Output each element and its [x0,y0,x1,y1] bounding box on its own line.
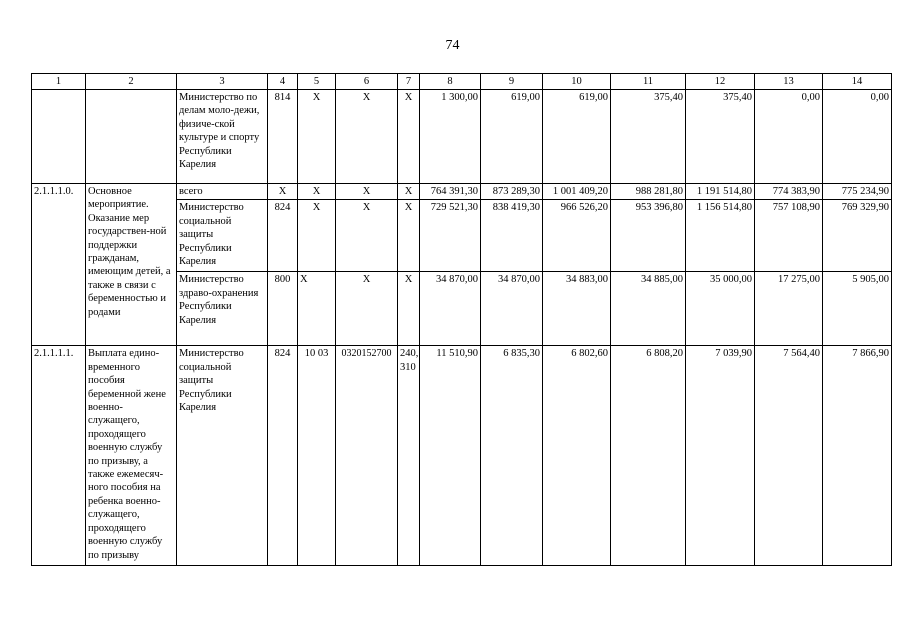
cell-value: 757 108,90 [755,200,823,272]
cell-value: 1 001 409,20 [543,184,611,200]
cell-value: 34 885,00 [611,272,686,346]
cell-number [32,90,86,184]
cell-value: 619,00 [481,90,543,184]
header-cell: 14 [823,74,892,90]
header-cell: 13 [755,74,823,90]
cell-value: 774 383,90 [755,184,823,200]
cell-value: 6 835,30 [481,346,543,566]
cell-value: 729 521,30 [420,200,481,272]
cell-value: 34 870,00 [420,272,481,346]
cell-value: 769 329,90 [823,200,892,272]
cell-value: 0,00 [823,90,892,184]
cell-grbs: 814 [268,90,298,184]
cell-value: 11 510,90 [420,346,481,566]
cell-organization: Министерство социальной защиты Республики Карелия [177,200,268,272]
cell-name: Основное мероприятие. Оказание мер государствен-ной поддержки гражданам, имеющим детей, а также в связи с беременностью и родами [86,184,177,346]
cell-number: 2.1.1.1.0. [32,184,86,346]
cell-value: 35 000,00 [686,272,755,346]
header-cell: 12 [686,74,755,90]
cell-value: 34 870,00 [481,272,543,346]
cell-organization: Министерство по делам моло-дежи, физиче-ской культуре и спорту Республики Карелия [177,90,268,184]
cell-grbs: 800 [268,272,298,346]
cell-value: 7 564,40 [755,346,823,566]
header-cell: 5 [298,74,336,90]
cell-csr: Х [336,272,398,346]
cell-value: 873 289,30 [481,184,543,200]
cell-name [86,90,177,184]
cell-value: 775 234,90 [823,184,892,200]
cell-value: 1 191 514,80 [686,184,755,200]
table-row [32,90,892,184]
cell-vr: 240, 310 [398,346,420,566]
header-cell: 1 [32,74,86,90]
cell-value: 764 391,30 [420,184,481,200]
cell-value: 7 866,90 [823,346,892,566]
cell-value: 953 396,80 [611,200,686,272]
cell-value: 17 275,00 [755,272,823,346]
cell-value: 5 905,00 [823,272,892,346]
header-cell: 3 [177,74,268,90]
cell-csr: Х [336,200,398,272]
cell-rz: Х [298,272,336,346]
header-cell: 2 [86,74,177,90]
cell-organization: Министерство социальной защиты Республики Карелия [177,346,268,566]
cell-name: Выплата едино-временного пособия беременной жене военно-служащего, проходящего военную службу по призыву, а также ежемесяч-ного пособия на ребенка военно-служащего, проходящего военную службу по призыву [86,346,177,566]
cell-rz: 10 03 [298,346,336,566]
cell-organization: всего [177,184,268,200]
cell-vr: Х [398,184,420,200]
page-number: 74 [445,38,460,53]
header-cell: 10 [543,74,611,90]
header-cell: 11 [611,74,686,90]
cell-grbs: 824 [268,346,298,566]
cell-organization: Министерство здраво-охранения Республики Карелия [177,272,268,346]
cell-rz: Х [298,90,336,184]
cell-value: 34 883,00 [543,272,611,346]
cell-value: 375,40 [611,90,686,184]
cell-value: 6 808,20 [611,346,686,566]
cell-value: 1 156 514,80 [686,200,755,272]
cell-value: 1 300,00 [420,90,481,184]
cell-vr: Х [398,200,420,272]
cell-csr: 0320152700 [336,346,398,566]
header-cell: 7 [398,74,420,90]
cell-value: 7 039,90 [686,346,755,566]
budget-table [31,73,892,566]
cell-value: 988 281,80 [611,184,686,200]
header-cell: 4 [268,74,298,90]
cell-value: 6 802,60 [543,346,611,566]
header-cell: 6 [336,74,398,90]
header-cell: 9 [481,74,543,90]
cell-csr: Х [336,90,398,184]
cell-value: 838 419,30 [481,200,543,272]
table-header-row [32,74,892,90]
cell-value: 966 526,20 [543,200,611,272]
cell-csr: Х [336,184,398,200]
cell-value: 375,40 [686,90,755,184]
cell-rz: Х [298,184,336,200]
header-cell: 8 [420,74,481,90]
cell-number: 2.1.1.1.1. [32,346,86,566]
cell-value: 0,00 [755,90,823,184]
cell-vr: Х [398,272,420,346]
cell-grbs: 824 [268,200,298,272]
table-row [32,346,892,566]
cell-rz: Х [298,200,336,272]
table-row [32,184,892,200]
cell-grbs: Х [268,184,298,200]
cell-value: 619,00 [543,90,611,184]
cell-vr: Х [398,90,420,184]
